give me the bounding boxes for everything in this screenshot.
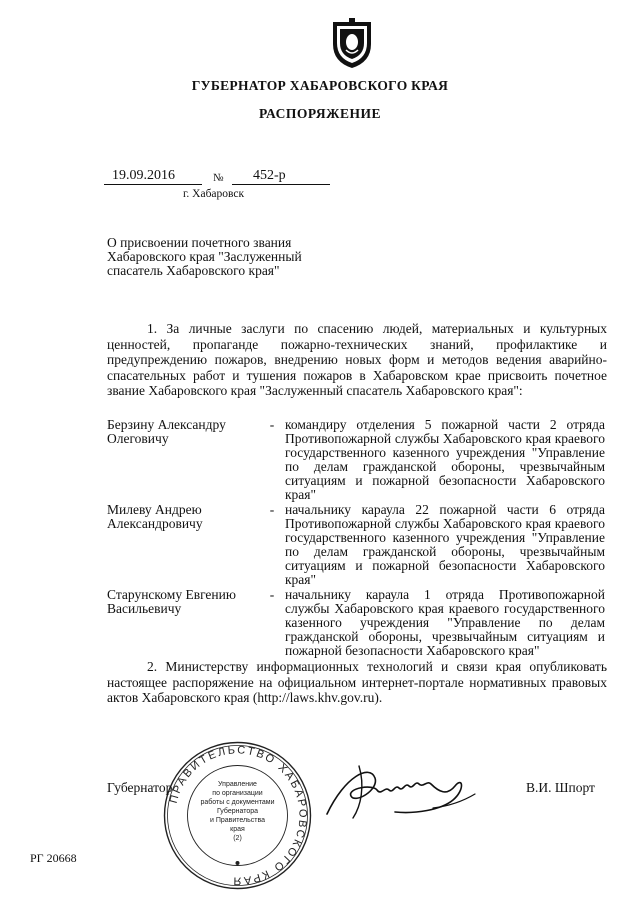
signatory-name: В.И. Шпорт bbox=[526, 780, 595, 795]
handwritten-signature bbox=[315, 756, 480, 826]
seal-line: (2) bbox=[233, 835, 242, 842]
coat-of-arms-emblem bbox=[327, 16, 377, 70]
awardee-dash: - bbox=[269, 417, 275, 432]
seal-line: края bbox=[230, 826, 245, 833]
seal-line: по организации bbox=[212, 790, 263, 797]
date-underline bbox=[104, 184, 202, 185]
official-seal bbox=[160, 738, 315, 893]
paragraph-1 bbox=[107, 321, 607, 399]
document-date: 19.09.2016 bbox=[112, 168, 175, 183]
number-underline bbox=[232, 184, 330, 185]
awardee-row bbox=[107, 502, 607, 587]
document-city: г. Хабаровск bbox=[183, 188, 245, 200]
authority-title: ГУБЕРНАТОР ХАБАРОВСКОГО КРАЯ bbox=[191, 78, 449, 93]
paragraph-2-text: 2. Министерству информационных технологий и связи края опубликовать настоящее распоряжение на официальном интернет-портале нормативных правовых актов Хабаровского края (http://laws.khv.gov.ru). bbox=[107, 659, 607, 705]
signatory-role: Губернатор bbox=[107, 780, 173, 795]
awardee-dash: - bbox=[269, 587, 275, 602]
seal-line: Губернатора bbox=[216, 808, 259, 815]
awardee-row bbox=[107, 588, 607, 658]
document-type: РАСПОРЯЖЕНИЕ bbox=[258, 106, 382, 121]
awardee-name: Берзину Александру Олеговичу bbox=[107, 417, 226, 446]
seal-line: работы с документами bbox=[200, 799, 275, 806]
seal-line: и Правительства bbox=[209, 817, 266, 824]
document-subject: О присвоении почетного звания Хабаровского края "Заслуженный спасатель Хабаровского края" bbox=[107, 235, 302, 278]
awardee-name: Милеву Андрею Александровичу bbox=[107, 502, 203, 531]
awardee-name: Старунскому Евгению Васильевичу bbox=[107, 587, 236, 616]
document-number: 452-р bbox=[253, 168, 286, 183]
paragraph-2 bbox=[107, 659, 607, 706]
awardee-description: начальнику караула 1 отряда Противопожарной службы Хабаровского края краевого государственного казенного учреждения "Управление по делам гражданской обороны, чрезвычайным ситуациям и пожарной безопасности Хабаровского края" bbox=[285, 587, 605, 658]
awardee-description: начальнику караула 22 пожарной части 6 отряда Противопожарной службы Хабаровского края краевого государственного казенного учреждения "Управление по делам гражданской обороны, чрезвычайным ситуациям и пожарной безопасности Хабаровского края" bbox=[285, 502, 605, 587]
awardee-description: командиру отделения 5 пожарной части 2 отряда Противопожарной службы Хабаровского края краевого государственного казенного учреждения "Управление по делам гражданской обороны, чрезвычайным ситуациям и пожарной безопасности Хабаровского края" bbox=[285, 417, 605, 502]
number-label: № bbox=[213, 172, 224, 184]
awardee-row bbox=[107, 417, 607, 502]
awardee-dash: - bbox=[269, 502, 275, 517]
document-code: РГ 20668 bbox=[30, 851, 77, 865]
seal-line: Управление bbox=[218, 781, 257, 788]
seal-ring-text: ПРАВИТЕЛЬСТВО ХАБАРОВСКОГО КРАЯ bbox=[167, 744, 309, 887]
paragraph-1-text: 1. За личные заслуги по спасению людей, материальных и культурных ценностей, пропаганде пожарно-технических знаний, профилактике и предупреждению пожаров, внедрению новых форм и методов ведения аварийно-спасательных работ и тушения пожаров в Хабаровском крае присвоить почетное звание Хабаровского края "Заслуженный спасатель Хабаровского края": bbox=[107, 321, 607, 398]
